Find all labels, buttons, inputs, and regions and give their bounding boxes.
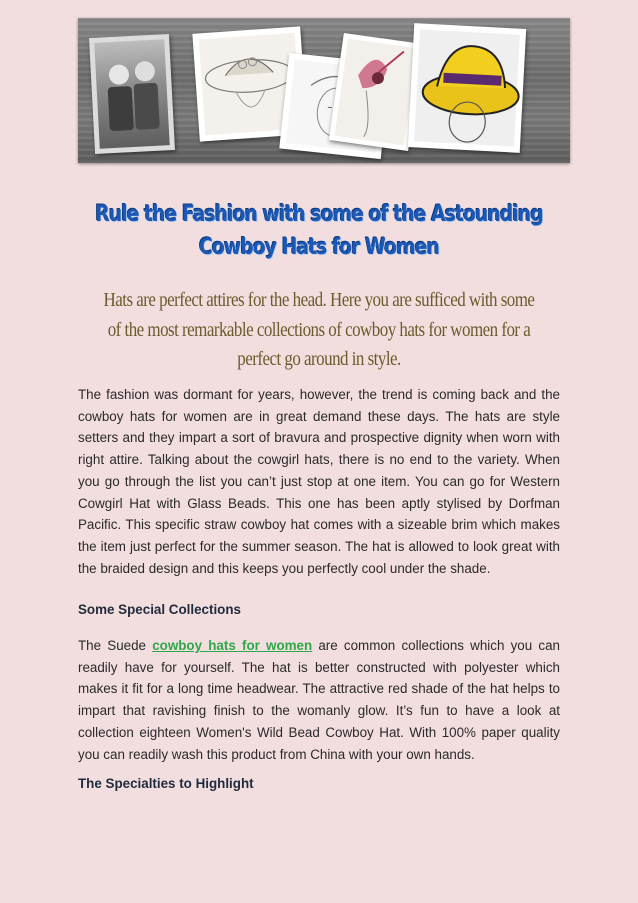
page-title: Rule the Fashion with some of the Astounding Cowboy Hats for Women [95, 202, 543, 260]
children-figures [89, 34, 175, 154]
section-heading-specialties: The Specialties to Highlight [78, 776, 254, 791]
paragraph-2 [78, 635, 560, 765]
intro-lede: Hats are perfect attires for the head. Here you are sufficed with some of the most remarkable collections of cowboy hats for women for a perfect go around in style. [103, 290, 535, 370]
vintage-children-photo [89, 34, 175, 154]
yellow-hat-card [408, 23, 526, 153]
paragraph-2-after: are common collections which you can readily have for yourself. The hat is better constructed with polyester which makes it fit for a long time headwear. The attractive red shade of the hat helps to impart that ravishing finish to the womanly glow. It’s fun to have a look at collection eighteen Women's Wild Bead Cowboy Hat. With 100% paper quality you can readily wash this product from China with your own hands. [78, 638, 560, 762]
yellow-hat-illustration [408, 23, 526, 153]
header-collage-banner [78, 18, 570, 163]
paragraph-1: The fashion was dormant for years, however, the trend is coming back and the cowboy hats for women are in great demand these days. The hats are style setters and they impart a sort of bravura and prospective dignity when worn with right attire. Talking about the cowgirl hats, there is no end to the variety. When you go through the list you can’t just stop at one item. You can go for Western Cowgirl Hat with Glass Beads. This one has been aptly stylised by Dorfman Pacific. This specific straw cowboy hat comes with a sizeable brim which makes the item just perfect for the summer season. The hat is allowed to look great with the braided design and this keeps you perfectly cool under the shade. [78, 387, 560, 576]
cowboy-hats-link[interactable]: cowboy hats for women [152, 638, 313, 653]
paragraph-2-before: The Suede [78, 638, 153, 653]
section-heading-special-collections: Some Special Collections [78, 602, 241, 617]
